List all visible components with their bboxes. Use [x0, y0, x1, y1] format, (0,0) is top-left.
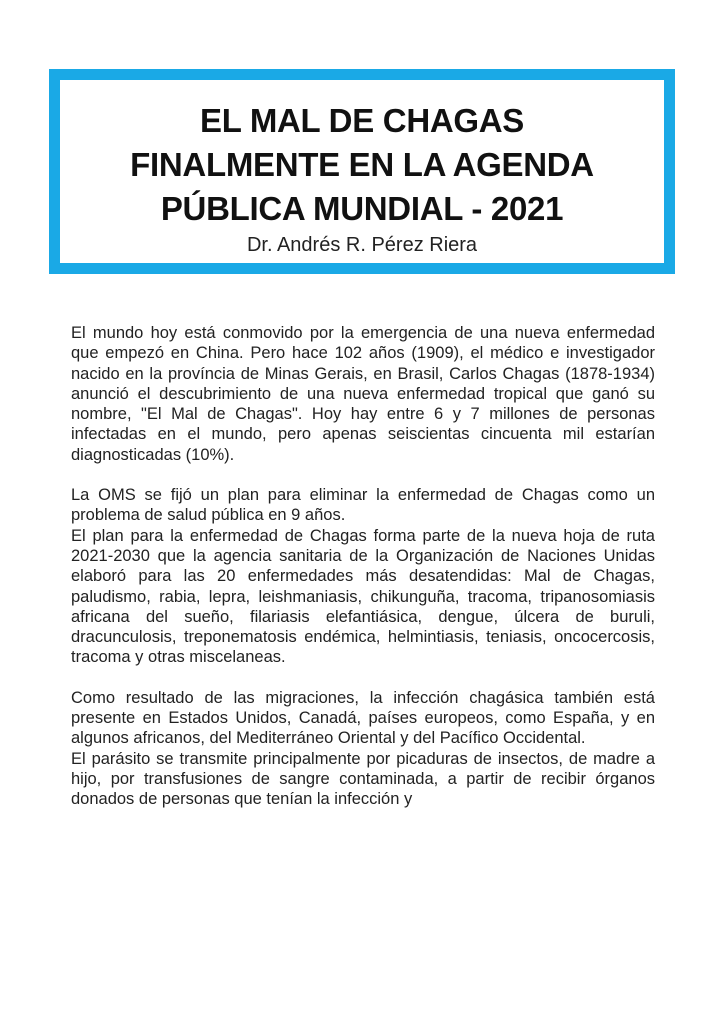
- title-line-1: EL MAL DE CHAGAS: [199, 102, 524, 139]
- paragraph-transmission: El parásito se transmite principalmente por picaduras de insectos, de madre a hijo, por transfusiones de sangre contaminada, a partir de recibir órganos donados de personas que tenían la infección y: [71, 749, 655, 809]
- paragraph-roadmap: El plan para la enfermedad de Chagas forma parte de la nueva hoja de ruta 2021-2030 que la agencia sanitaria de la Organización de Naciones Unidas elaboró para las 20 enfermedades más desatendidas: Mal de Chagas, paludismo, rabia, lepra, leishmaniasis, chikunguña, tracoma, tripanosomiasis africana del sueño, filariasis elefantiásica, dengue, úlcera de buruli, dracunculosis, treponematosis endémica, helmintiasis, teniasis, oncocercosis, tracoma y otras miscelaneas.: [71, 526, 655, 667]
- paragraph-spacer: [71, 465, 655, 485]
- paragraph-migrations: Como resultado de las migraciones, la infección chagásica también está presente en Estados Unidos, Canadá, países europeos, como España, y en algunos africanos, del Mediterráneo Oriental y del Pacífico Occidental.: [71, 688, 655, 748]
- paragraph-oms-plan: La OMS se fijó un plan para eliminar la enfermedad de Chagas como un problema de salud pública en 9 años.: [71, 486, 655, 525]
- paragraph-intro: El mundo hoy está conmovido por la emergencia de una nueva enfermedad que empezó en China. Pero hace 102 años (1909), el médico e investigador nacido en la província de Minas Gerais, en Brasil, Carlos Chagas (1878-1934) anunció el descubrimiento de una nueva enfermedad tropical que ganó su nombre, "El Mal de Chagas". Hoy hay entre 6 y 7 millones de personas infectadas en el mundo, pero apenas seiscientas cincuenta mil estarían diagnosticadas (10%).: [71, 324, 655, 464]
- title-line-3: PÚBLICA MUNDIAL - 2021: [160, 190, 564, 227]
- title-box: [49, 69, 675, 274]
- title-line-2: FINALMENTE EN LA AGENDA: [130, 146, 594, 183]
- author-name: Dr. Andrés R. Pérez Riera: [246, 234, 478, 256]
- article-body: [71, 323, 655, 810]
- paragraph-spacer: [71, 668, 655, 688]
